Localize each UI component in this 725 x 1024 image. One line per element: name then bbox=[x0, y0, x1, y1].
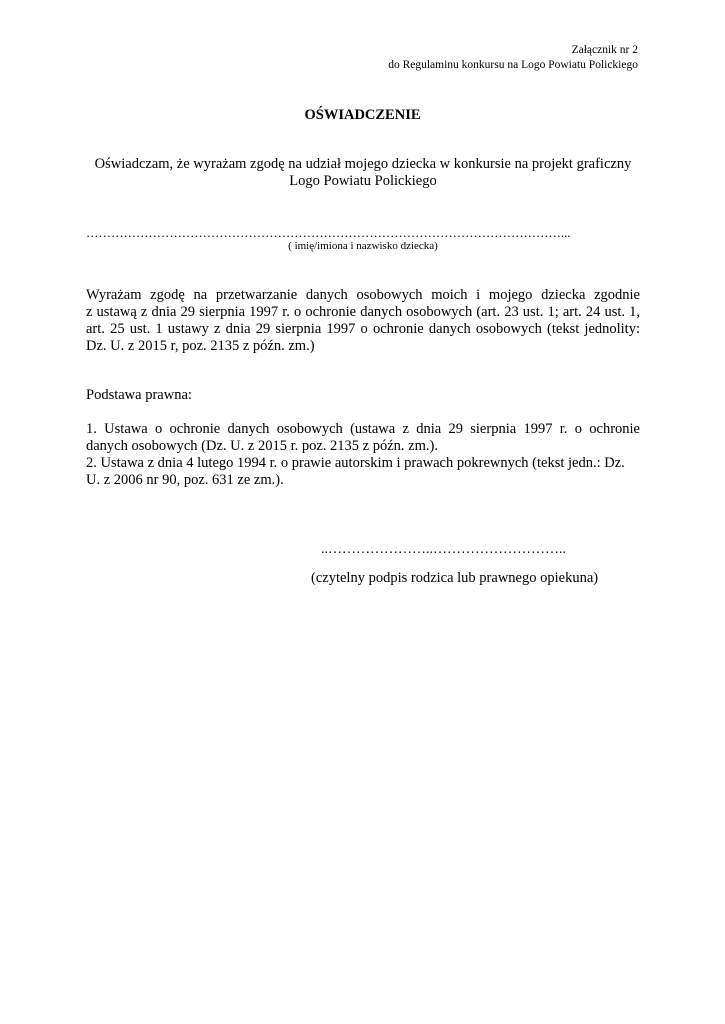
participation-consent-line-2: Logo Powiatu Polickiego bbox=[289, 173, 437, 189]
legal-basis-heading: Podstawa prawna: bbox=[86, 387, 192, 403]
document-title: OŚWIADCZENIE bbox=[304, 107, 421, 123]
annex-number: Załącznik nr 2 bbox=[571, 44, 638, 56]
participation-consent-line-1: Oświadczam, że wyrażam zgodę na udział mojego dziecka w konkursie na projekt graficzny bbox=[94, 156, 632, 172]
data-consent-line-3: art. 25 ust. 1 ustawy z dnia 29 sierpnia 1997 o ochronie danych osobowych (tekst jednolity: bbox=[86, 321, 640, 337]
legal-basis-item-2-line-2: U. z 2006 nr 90, poz. 631 ze zm.). bbox=[86, 472, 284, 488]
signature-caption: (czytelny podpis rodzica lub prawnego opiekuna) bbox=[311, 570, 599, 586]
legal-basis-item-1-line-2: danych osobowych (Dz. U. z 2015 r. poz. 2135 z późn. zm.). bbox=[86, 438, 438, 454]
data-consent-line-1: Wyrażam zgodę na przetwarzanie danych osobowych moich i mojego dziecka zgodnie bbox=[86, 287, 640, 303]
data-consent-line-2: z ustawą z dnia 29 sierpnia 1997 r. o ochronie danych osobowych (art. 23 ust. 1; art. 24 ust. 1, bbox=[86, 304, 640, 320]
legal-basis-item-1-line-1: 1. Ustawa o ochronie danych osobowych (ustawa z dnia 29 sierpnia 1997 r. o ochronie bbox=[86, 421, 640, 437]
legal-basis-item-2 bbox=[86, 455, 640, 489]
legal-basis-item-1 bbox=[86, 421, 640, 455]
annex-regulation-reference: do Regulaminu konkursu na Logo Powiatu Polickiego bbox=[388, 59, 638, 71]
data-consent-line-4: Dz. U. z 2015 r, poz. 2135 z późn. zm.) bbox=[86, 338, 315, 354]
data-processing-consent bbox=[86, 287, 640, 355]
annex-reference bbox=[388, 43, 638, 73]
signature-field[interactable]: ..…………………..……………………….. bbox=[321, 542, 566, 557]
legal-basis-item-2-line-1: 2. Ustawa z dnia 4 lutego 1994 r. o prawie autorskim i prawach pokrewnych (tekst jedn.: Dz. bbox=[86, 455, 625, 471]
participation-consent bbox=[86, 156, 640, 190]
child-name-field[interactable]: ……………………………………………………………………………………………………... bbox=[86, 226, 571, 240]
child-name-caption: ( imię/imiona i nazwisko dziecka) bbox=[288, 240, 438, 252]
